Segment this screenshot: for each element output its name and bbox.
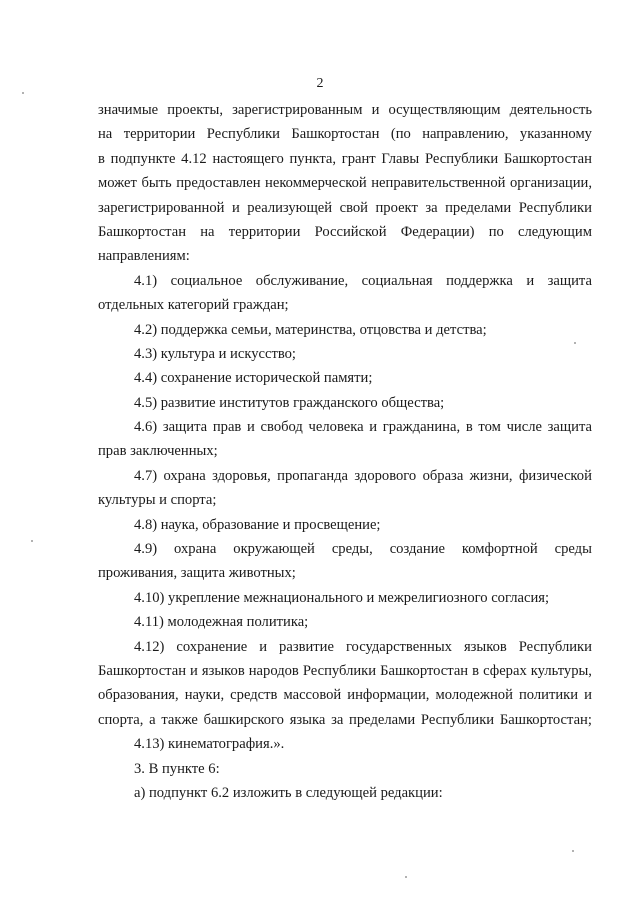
text-line: спорта, а также башкирского языка за пределами Республики Башкортостан; bbox=[98, 711, 592, 728]
text-line: 4.12) сохранение и развитие государственных языков Республики bbox=[134, 638, 592, 655]
text-line: может быть предоставлен некоммерческой неправительственной организации, bbox=[98, 175, 592, 192]
text-line: 4.9) охрана окружающей среды, создание комфортной среды bbox=[134, 541, 592, 558]
text-line: в подпункте 4.12 настоящего пункта, грант Главы Республики Башкортостан bbox=[98, 150, 592, 167]
text-line: образования, науки, средств массовой информации, молодежной политики и bbox=[98, 687, 592, 704]
document-text bbox=[98, 98, 592, 805]
text-line: 4.5) развитие институтов гражданского общества; bbox=[134, 394, 445, 411]
text-line: культуры и спорта; bbox=[98, 492, 217, 509]
scan-speck bbox=[574, 342, 576, 344]
text-line: 4.8) наука, образование и просвещение; bbox=[134, 516, 381, 533]
text-line: 4.7) охрана здоровья, пропаганда здорового образа жизни, физической bbox=[134, 467, 592, 484]
text-line: 4.1) социальное обслуживание, социальная поддержка и защита bbox=[134, 272, 592, 289]
text-line: 4.3) культура и искусство; bbox=[134, 345, 296, 362]
text-line: направлениям: bbox=[98, 248, 190, 265]
scan-speck bbox=[31, 540, 33, 542]
text-line: на территории Республики Башкортостан (по направлению, указанному bbox=[98, 126, 592, 143]
text-line: Башкортостан на территории Российской Федерации) по следующим bbox=[98, 223, 592, 240]
text-line: проживания, защита животных; bbox=[98, 565, 296, 582]
text-line: 4.10) укрепление межнационального и межрелигиозного согласия; bbox=[134, 589, 550, 606]
page-number: 2 bbox=[316, 76, 324, 91]
scan-speck bbox=[572, 850, 574, 852]
text-line: 4.2) поддержка семьи, материнства, отцовства и детства; bbox=[134, 321, 487, 338]
text-line: зарегистрированной и реализующей свой проект за пределами Республики bbox=[98, 199, 592, 216]
text-line: 4.6) защита прав и свобод человека и гражданина, в том числе защита bbox=[134, 419, 592, 436]
text-line: 4.13) кинематография.». bbox=[134, 736, 285, 753]
text-line: 4.4) сохранение исторической памяти; bbox=[134, 370, 373, 387]
text-line: 3. В пункте 6: bbox=[134, 760, 220, 777]
scan-speck bbox=[22, 92, 24, 94]
text-line: отдельных категорий граждан; bbox=[98, 297, 289, 314]
text-line: а) подпункт 6.2 изложить в следующей редакции: bbox=[134, 784, 443, 801]
text-line: значимые проекты, зарегистрированным и осуществляющим деятельность bbox=[98, 102, 592, 118]
text-line: 4.11) молодежная политика; bbox=[134, 614, 309, 631]
scan-speck bbox=[405, 876, 407, 878]
text-line: Башкортостан и языков народов Республики Башкортостан в сферах культуры, bbox=[98, 662, 592, 679]
text-line: прав заключенных; bbox=[98, 443, 218, 460]
